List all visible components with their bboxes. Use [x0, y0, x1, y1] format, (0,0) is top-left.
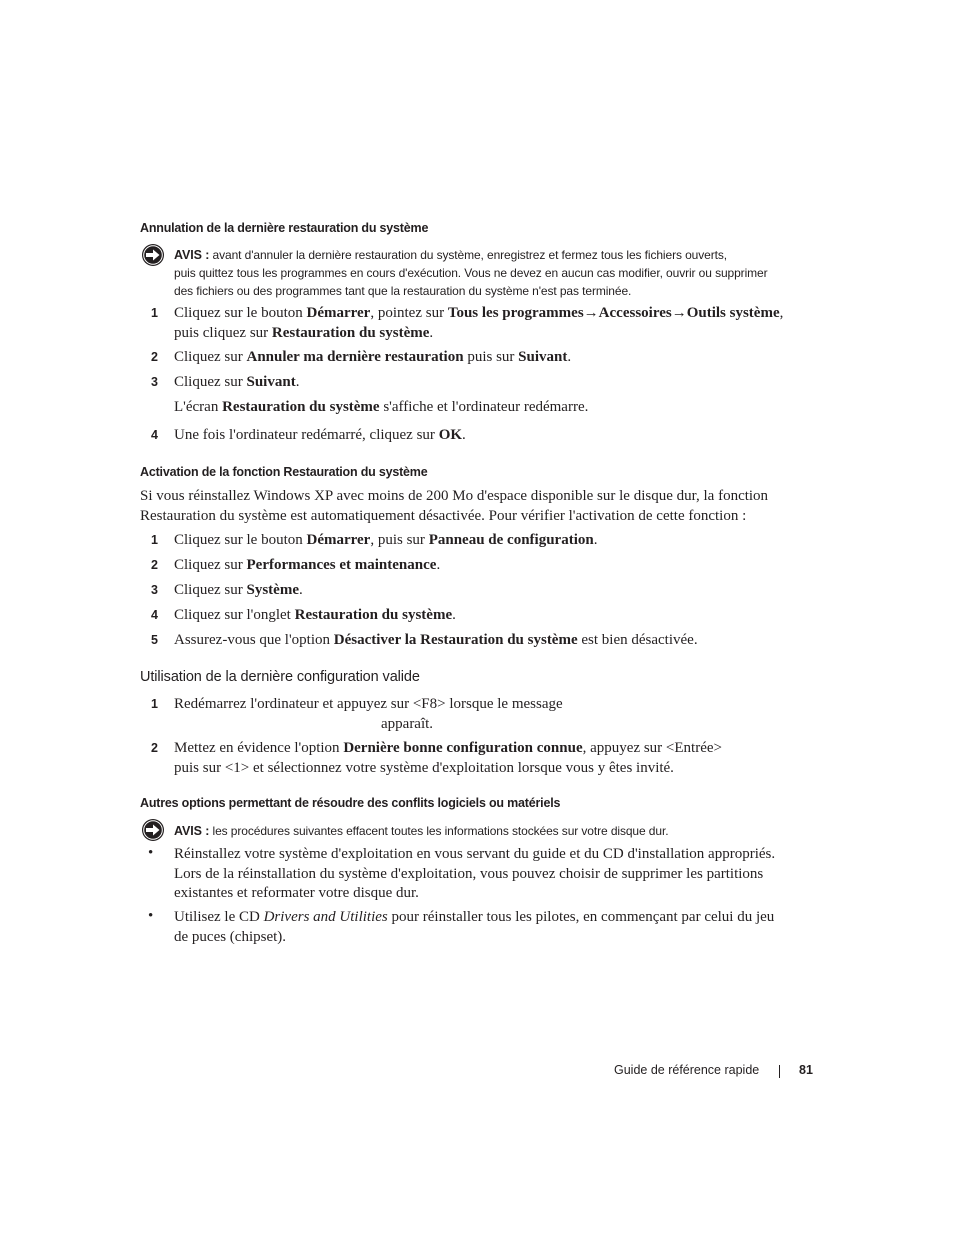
footer-separator [779, 1065, 780, 1078]
notice-line: puis quittez tous les programmes en cours d'exécution. Vous ne devez en aucun cas modifier, ouvrir ou supprimer [174, 266, 768, 280]
step-text: Une fois l'ordinateur redémarré, cliquez sur OK. [174, 427, 466, 443]
bullet-text: Réinstallez votre système d'exploitation en vous servant du guide et du CD d'installation appropriés. Lors de la réinstallation du système d'exploitation, vous pouvez choisir de supprimer les partitions existantes et reformater votre disque dur. [174, 846, 776, 901]
step-number: 2 [151, 558, 158, 572]
step-text: Cliquez sur Performances et maintenance. [174, 557, 441, 573]
step-number: 3 [151, 375, 158, 389]
paragraph: Si vous réinstallez Windows XP avec moins de 200 Mo d'espace disponible sur le disque dur, la fonction Restauration du système est automatiquement désactivée. Pour vérifier l'activation de cette fonction : [140, 488, 769, 524]
step-text: Cliquez sur l'onglet Restauration du système. [174, 607, 456, 623]
step-text: Cliquez sur Suivant. [174, 374, 300, 390]
section-heading-autres-options: Autres options permettant de résoudre des conflits logiciels ou matériels [140, 796, 561, 810]
step-text: Cliquez sur le bouton Démarrer, pointez sur Tous les programmes→Accessoires→Outils système, puis cliquez sur Restauration du système. [174, 305, 784, 341]
step-number: 3 [151, 583, 158, 597]
step-number: 1 [151, 697, 158, 711]
page-number: 81 [799, 1063, 813, 1077]
step-text: Mettez en évidence l'option Dernière bonne configuration connue, appuyez sur <Entrée> puis sur <1> et sélectionnez votre système d'exploitation lorsque vous y êtes invité. [174, 740, 722, 776]
step-number: 4 [151, 608, 158, 622]
step-text: apparaît. [381, 716, 434, 732]
notice-arrow-icon [141, 818, 165, 842]
notice-line: avant d'annuler la dernière restauration du système, enregistrez et fermez tous les fichiers ouverts, [212, 248, 727, 262]
step-number: 2 [151, 350, 158, 364]
step-number: 4 [151, 428, 158, 442]
bullet-symbol: • [148, 845, 154, 861]
step-text: Cliquez sur le bouton Démarrer, puis sur Panneau de configuration. [174, 532, 598, 548]
step-text: Assurez-vous que l'option Désactiver la Restauration du système est bien désactivée. [174, 632, 698, 648]
step-text: Redémarrez l'ordinateur et appuyez sur <F8> lorsque le message [174, 696, 563, 712]
notice-label: AVIS : [174, 248, 210, 262]
step-subtext: L'écran Restauration du système s'affiche et l'ordinateur redémarre. [174, 399, 589, 415]
notice-line: les procédures suivantes effacent toutes les informations stockées sur votre disque dur. [212, 824, 669, 838]
step-text: Cliquez sur Système. [174, 582, 303, 598]
notice-box [174, 246, 834, 300]
step-number: 1 [151, 533, 158, 547]
notice-arrow-icon [141, 243, 165, 267]
notice-box [174, 822, 834, 840]
step-text: Cliquez sur Annuler ma dernière restauration puis sur Suivant. [174, 349, 572, 365]
notice-line: des fichiers ou des programmes tant que la restauration du système n'est pas terminée. [174, 284, 632, 298]
bullet-text: Utilisez le CD Drivers and Utilities pour réinstaller tous les pilotes, en commençant par celui du jeu de puces (chipset). [174, 909, 775, 945]
step-number: 5 [151, 633, 158, 647]
section-heading-configuration: Utilisation de la dernière configuration valide [140, 669, 420, 685]
step-number: 1 [151, 306, 158, 320]
step-number: 2 [151, 741, 158, 755]
section-heading-activation: Activation de la fonction Restauration du système [140, 465, 428, 479]
footer-title: Guide de référence rapide [614, 1063, 760, 1077]
bullet-symbol: • [148, 908, 154, 924]
section-heading-annulation: Annulation de la dernière restauration du système [140, 221, 429, 235]
notice-label: AVIS : [174, 824, 210, 838]
